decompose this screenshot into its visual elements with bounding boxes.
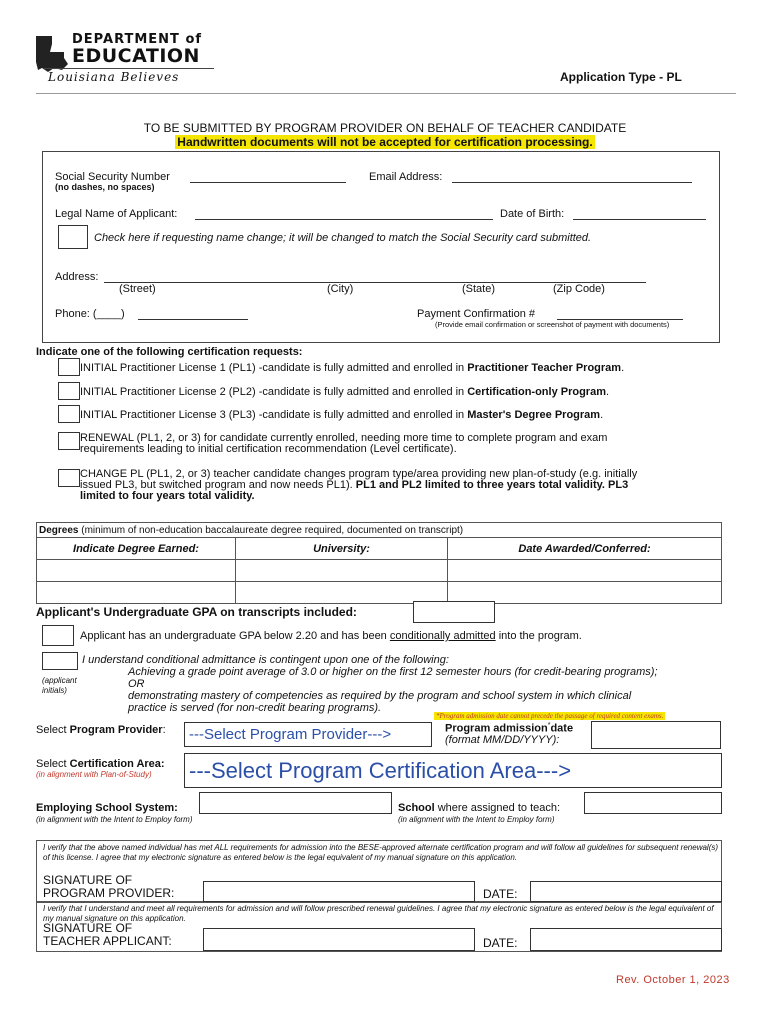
address-field[interactable] <box>104 272 646 283</box>
legal-name-label: Legal Name of Applicant: <box>55 208 178 220</box>
application-type: Application Type - PL <box>560 70 682 84</box>
degrees-header: Degrees (minimum of non-education baccalaureate degree required, documented on transcript) <box>37 523 722 538</box>
provider-date-field[interactable] <box>530 881 722 902</box>
dob-label: Date of Birth: <box>500 208 565 220</box>
cert-area-label: Select Certification Area: <box>36 758 165 770</box>
payment-label: Payment Confirmation # <box>417 308 535 320</box>
degrees-table <box>36 522 722 604</box>
change-label: CHANGE PL (PL1, 2, or 3) teacher candidate changes program type/area providing new plan-of-study (e.g. initially issued PL3, but switched program and now needs PL1). PL1 and PL2 limited to three years total validity. PL3 limited to four years total validity. <box>80 468 638 502</box>
provider-signature-field[interactable] <box>203 881 475 902</box>
logo-tagline: Louisiana Believes <box>48 70 180 84</box>
degree-cell[interactable] <box>37 560 236 582</box>
cert-area-note: (in alignment with Plan-of-Study) <box>36 770 152 779</box>
ssn-note: (no dashes, no spaces) <box>55 182 155 192</box>
phone-field[interactable] <box>138 309 248 320</box>
gpa-below-label: Applicant has an undergraduate GPA below 2.20 and has been conditionally admitted into the program. <box>80 630 582 642</box>
date-awarded-cell[interactable] <box>448 560 722 582</box>
school-note: (in alignment with the Intent to Employ form) <box>398 815 555 824</box>
university-cell[interactable] <box>236 560 448 582</box>
col-university: University: <box>236 538 448 560</box>
renewal-label: RENEWAL (PL1, 2, or 3) for candidate currently enrolled, needing more time to complete program and exam requirements leading to initial certification recommendation (Level certificate). <box>80 432 608 455</box>
revision-date: Rev. October 1, 2023 <box>616 974 730 986</box>
pl2-checkbox[interactable] <box>58 382 80 400</box>
program-provider-label: Select Program Provider: <box>36 724 166 736</box>
logo <box>34 30 214 88</box>
conditional-statement: I understand conditional admittance is contingent upon one of the following: Achieving a grade point average of 3.0 or higher on the first 12 semester hours (for credit-bearing programs); OR demonstrating mastery of competencies as required by the program and school system in which clinical practice is served (for non-credit bearing programs). <box>82 654 658 714</box>
school-label: School where assigned to teach: <box>398 802 561 814</box>
col-degree-earned: Indicate Degree Earned: <box>37 538 236 560</box>
teacher-signature-label: SIGNATURE OF TEACHER APPLICANT: <box>43 921 172 948</box>
teacher-signature-field[interactable] <box>203 928 475 951</box>
gpa-label: Applicant's Undergraduate GPA on transcripts included: <box>36 605 357 619</box>
logo-department: DEPARTMENT of <box>72 32 203 47</box>
applicant-initials-field[interactable] <box>42 652 78 670</box>
pl3-label: INITIAL Practitioner License 3 (PL3) -candidate is fully admitted and enrolled in Master's Degree Program. <box>80 409 604 421</box>
teacher-verification-statement: I verify that I understand and meet all requirements for admission and will follow prescribed renewal guidelines. I agree that my electronic signature as entered below is the legal equivalent of my manual signature on this application. <box>43 904 714 923</box>
degree-cell[interactable] <box>37 582 236 604</box>
ssn-label: Social Security Number <box>55 171 170 183</box>
address-state-caption: (State) <box>462 283 496 295</box>
logo-divider <box>44 68 214 69</box>
col-date-awarded: Date Awarded/Conferred: <box>448 538 722 560</box>
provider-date-label: DATE: <box>483 887 518 901</box>
address-zip-caption: (Zip Code) <box>553 283 605 295</box>
header-rule <box>36 93 736 94</box>
pl2-label: INITIAL Practitioner License 2 (PL2) -candidate is fully admitted and enrolled in Certification-only Program. <box>80 386 610 398</box>
ssn-field[interactable] <box>190 172 346 183</box>
address-city-caption: (City) <box>327 283 354 295</box>
legal-name-field[interactable] <box>195 209 493 220</box>
phone-label: Phone: (____) <box>55 308 125 320</box>
program-provider-select[interactable]: ---Select Program Provider---> <box>184 722 432 747</box>
school-system-field[interactable] <box>199 792 392 814</box>
renewal-checkbox[interactable] <box>58 432 80 450</box>
address-street-caption: (Street) <box>119 283 156 295</box>
degree-row-1 <box>37 560 722 582</box>
payment-field[interactable] <box>557 309 683 320</box>
school-system-note: (in alignment with the Intent to Employ form) <box>36 815 193 824</box>
teacher-date-label: DATE: <box>483 936 518 950</box>
dob-field[interactable] <box>573 209 706 220</box>
gpa-below-checkbox[interactable] <box>42 625 74 646</box>
email-field[interactable] <box>452 172 692 183</box>
name-change-label: Check here if requesting name change; it will be changed to match the Social Security card submitted. <box>94 232 592 244</box>
admission-date-warning: *Program admission date cannot precede the passage of required content exams. <box>436 712 664 720</box>
admission-date-field[interactable] <box>591 721 721 749</box>
admission-label: Program admission*date <box>445 722 574 735</box>
change-checkbox[interactable] <box>58 469 80 487</box>
address-label: Address: <box>55 271 99 283</box>
applicant-initials-caption: (applicant initials) <box>42 676 77 695</box>
header-handwritten-warning: Handwritten documents will not be accepted for certification processing. <box>177 135 593 149</box>
cert-area-select[interactable]: ---Select Program Certification Area---> <box>184 753 722 788</box>
degree-row-2 <box>37 582 722 604</box>
school-system-label: Employing School System: <box>36 802 178 814</box>
header-title: TO BE SUBMITTED BY PROGRAM PROVIDER ON BEHALF OF TEACHER CANDIDATE <box>143 121 627 135</box>
name-change-checkbox[interactable] <box>58 225 88 249</box>
provider-verification-statement: I verify that the above named individual has met ALL requirements for admission into the BESE-approved alternate certification program and will follow all guidelines for subsequent renewal(s) of this license. I agree that my electronic signature as entered below is the legal equivalent of my manual signature on this application. <box>43 843 719 862</box>
school-field[interactable] <box>584 792 722 814</box>
email-label: Email Address: <box>369 171 443 183</box>
pl1-label: INITIAL Practitioner License 1 (PL1) -candidate is fully admitted and enrolled in Practitioner Teacher Program. <box>80 362 625 374</box>
pl3-checkbox[interactable] <box>58 405 80 423</box>
requests-heading: Indicate one of the following certification requests: <box>36 346 303 358</box>
teacher-date-field[interactable] <box>530 928 722 951</box>
pl1-checkbox[interactable] <box>58 358 80 376</box>
admission-format: (format MM/DD/YYYY): <box>445 734 560 746</box>
payment-note: (Provide email confirmation or screenshot of payment with documents) <box>435 320 670 329</box>
provider-signature-label: SIGNATURE OF PROGRAM PROVIDER: <box>43 873 175 900</box>
gpa-field[interactable] <box>413 601 495 623</box>
logo-education: EDUCATION <box>72 45 200 67</box>
